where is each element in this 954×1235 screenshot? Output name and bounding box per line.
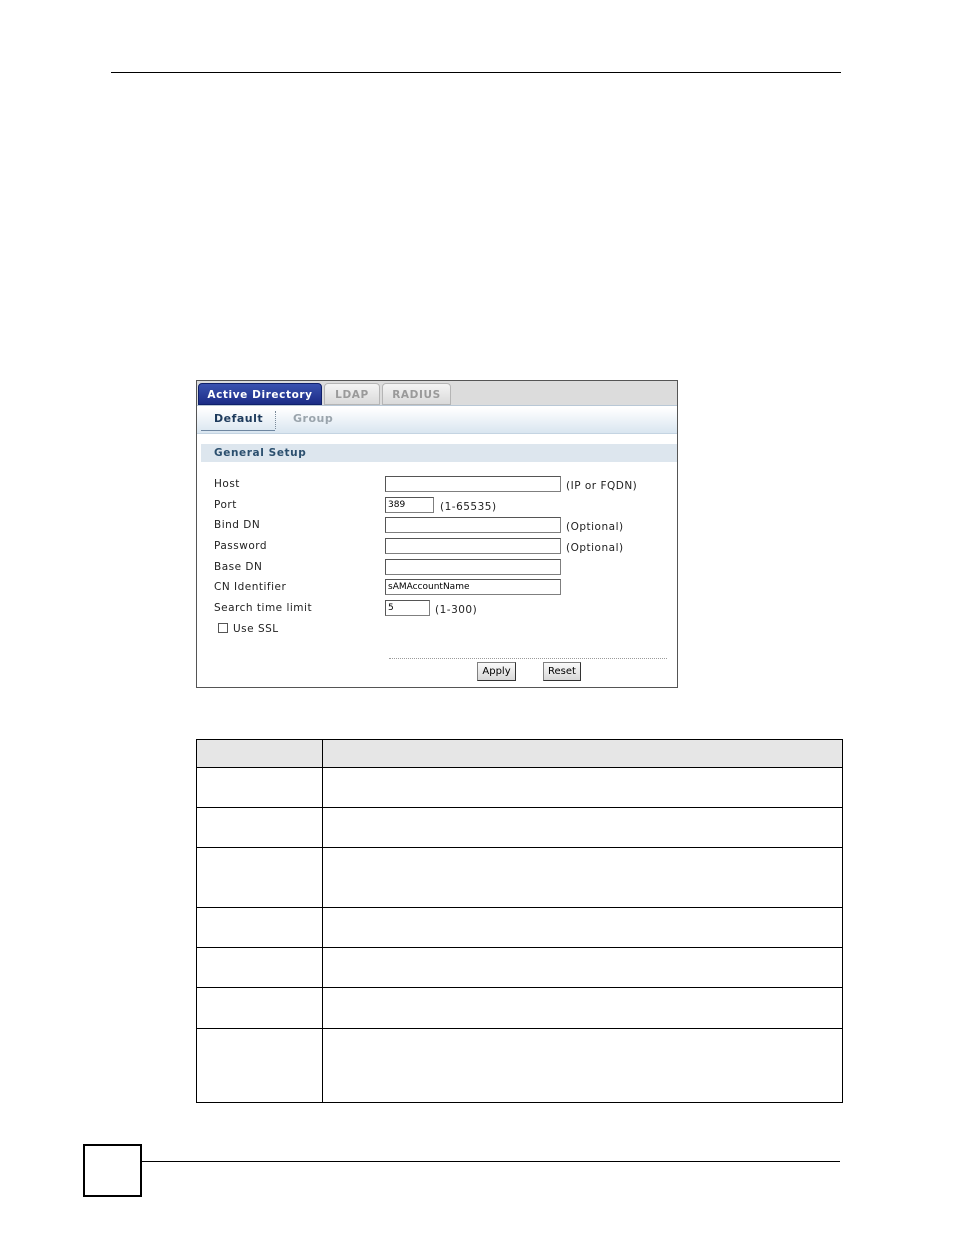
table-row [197,948,843,988]
table-row [197,848,843,908]
table-row [197,988,843,1029]
port-hint: (1-65535) [440,501,497,513]
table-cell [323,768,843,808]
password-input[interactable] [385,538,561,554]
bind-dn-hint: (Optional) [566,521,624,533]
table-cell [197,848,323,908]
table-row [197,1029,843,1103]
table-row [197,908,843,948]
table-row [197,768,843,808]
table-header-cell [197,740,323,768]
table-cell [197,768,323,808]
table-row [197,808,843,848]
bind-dn-label: Bind DN [214,519,261,531]
host-hint: (IP or FQDN) [566,480,638,492]
tab-radius[interactable]: RADIUS [382,383,451,405]
table-header-row [197,740,843,768]
port-label: Port [214,499,237,511]
use-ssl-checkbox[interactable] [218,623,228,633]
search-time-limit-label: Search time limit [214,602,313,614]
table-cell [197,808,323,848]
tab-ldap[interactable]: LDAP [324,383,380,405]
host-label: Host [214,478,240,490]
header-rule [111,72,841,73]
apply-button[interactable]: Apply [477,662,516,681]
table-cell [323,808,843,848]
table-cell [197,908,323,948]
footer-rule [140,1161,840,1162]
active-directory-screenshot [196,380,678,688]
subtab-default[interactable]: Default [214,412,264,425]
table-cell [197,988,323,1029]
reset-button[interactable]: Reset [543,662,581,681]
subtab-separator [275,411,276,429]
table-cell [323,988,843,1029]
description-table [196,739,843,1103]
table-cell [323,1029,843,1103]
port-input[interactable] [385,497,434,513]
table-cell [323,948,843,988]
page-number-box [83,1144,142,1197]
tab-active-directory[interactable]: Active Directory [198,383,322,405]
use-ssl-label: Use SSL [233,623,279,635]
button-divider [389,658,667,659]
cn-identifier-label: CN Identifier [214,581,287,593]
search-time-limit-hint: (1-300) [435,604,478,616]
table-cell [323,908,843,948]
subtab-group[interactable]: Group [293,412,334,425]
base-dn-input[interactable] [385,559,561,575]
subtab-underline [201,430,275,431]
section-title: General Setup [201,444,677,462]
table-cell [197,948,323,988]
table-cell [323,848,843,908]
table-header-cell [323,740,843,768]
host-input[interactable] [385,476,561,492]
password-label: Password [214,540,268,552]
password-hint: (Optional) [566,542,624,554]
table-cell [197,1029,323,1103]
sub-tab-bar [197,408,677,434]
search-time-limit-input[interactable] [385,600,430,616]
tab-bar [197,381,677,406]
base-dn-label: Base DN [214,561,263,573]
cn-identifier-input[interactable] [385,579,561,595]
bind-dn-input[interactable] [385,517,561,533]
